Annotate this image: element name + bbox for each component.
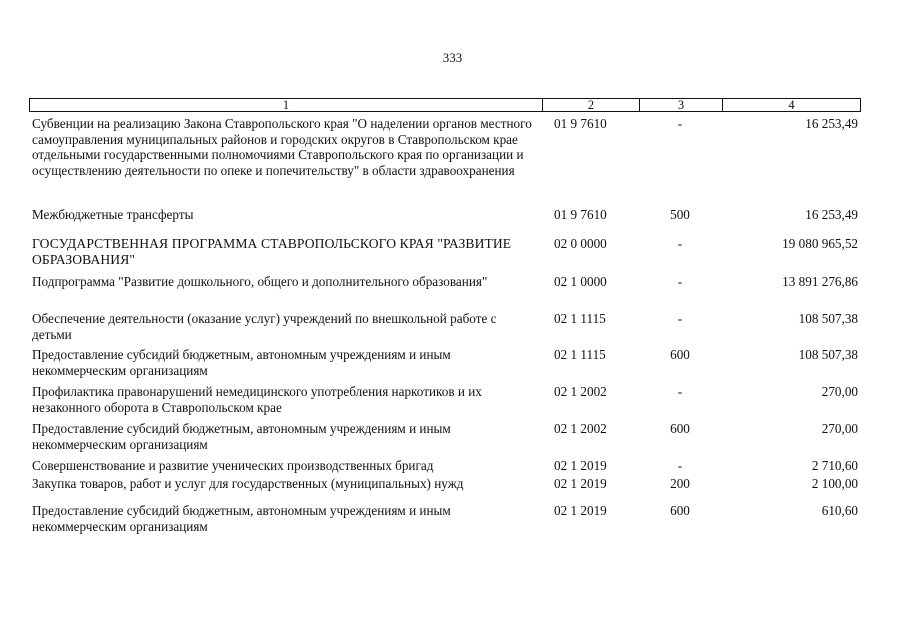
row-amount: 13 891 276,86 <box>782 274 858 289</box>
row-amount: 270,00 <box>821 384 858 399</box>
row-name: Предоставление субсидий бюджетным, автономным учреждениям и иным некоммерческим организациям <box>32 503 451 534</box>
row-name: Профилактика правонарушений немедицинского употребления наркотиков и их незаконного оборота в Ставропольском крае <box>32 384 482 415</box>
row-type: - <box>677 384 683 399</box>
row-code: 02 0 0000 <box>554 236 607 251</box>
row-code: 02 1 0000 <box>554 274 607 289</box>
row-code: 01 9 7610 <box>554 116 607 131</box>
row-name: Обеспечение деятельности (оказание услуг) учреждений по внешкольной работе с детьми <box>32 311 497 342</box>
row-type: - <box>677 116 683 131</box>
row-code: 02 1 2019 <box>554 476 607 491</box>
row-amount: 108 507,38 <box>798 311 858 326</box>
row-name: Закупка товаров, работ и услуг для государственных (муниципальных) нужд <box>32 476 464 491</box>
row-name: Совершенствование и развитие ученических производственных бригад <box>32 458 434 473</box>
row-amount: 108 507,38 <box>798 347 858 362</box>
row-type: - <box>677 458 683 473</box>
row-type: - <box>677 236 683 251</box>
row-code: 02 1 1115 <box>554 311 606 326</box>
row-amount: 19 080 965,52 <box>782 236 858 251</box>
header-col-1: 1 <box>282 98 290 112</box>
row-type: 600 <box>670 421 690 436</box>
row-type: 600 <box>670 347 690 362</box>
row-name: Межбюджетные трансферты <box>32 207 194 222</box>
row-amount: 270,00 <box>821 421 858 436</box>
page-number: 333 <box>442 50 463 65</box>
row-name: ГОСУДАРСТВЕННАЯ ПРОГРАММА СТАВРОПОЛЬСКОГО КРАЯ "РАЗВИТИЕ ОБРАЗОВАНИЯ" <box>32 236 512 267</box>
row-code: 02 1 2019 <box>554 458 607 473</box>
row-name: Субвенции на реализацию Закона Ставропольского края "О наделении органов местного самоуправления муниципальных районов и городских округов в Ставропольском крае отдельными государственными полномочиями Ставропольского края по организации и осуществлению деятельности по опеке и попечительству" в области здравоохранения <box>32 116 532 178</box>
header-col-3: 3 <box>677 98 685 112</box>
row-amount: 16 253,49 <box>805 116 858 131</box>
row-code: 02 1 2019 <box>554 503 607 518</box>
row-name: Предоставление субсидий бюджетным, автономным учреждениям и иным некоммерческим организациям <box>32 347 451 378</box>
row-code: 02 1 2002 <box>554 384 607 399</box>
row-type: 500 <box>670 207 690 222</box>
row-code: 02 1 1115 <box>554 347 606 362</box>
row-type: - <box>677 311 683 326</box>
row-code: 01 9 7610 <box>554 207 607 222</box>
header-col-2: 2 <box>587 98 595 112</box>
row-type: 600 <box>670 503 690 518</box>
row-type: - <box>677 274 683 289</box>
row-type: 200 <box>670 476 690 491</box>
table-header <box>29 98 861 112</box>
row-name: Предоставление субсидий бюджетным, автономным учреждениям и иным некоммерческим организациям <box>32 421 451 452</box>
row-code: 02 1 2002 <box>554 421 607 436</box>
header-col-4: 4 <box>788 98 795 112</box>
row-name: Подпрограмма "Развитие дошкольного, общего и дополнительного образования" <box>32 274 488 289</box>
row-amount: 2 100,00 <box>811 476 858 491</box>
row-amount: 16 253,49 <box>805 207 858 222</box>
row-amount: 2 710,60 <box>811 458 858 473</box>
row-amount: 610,60 <box>821 503 858 518</box>
